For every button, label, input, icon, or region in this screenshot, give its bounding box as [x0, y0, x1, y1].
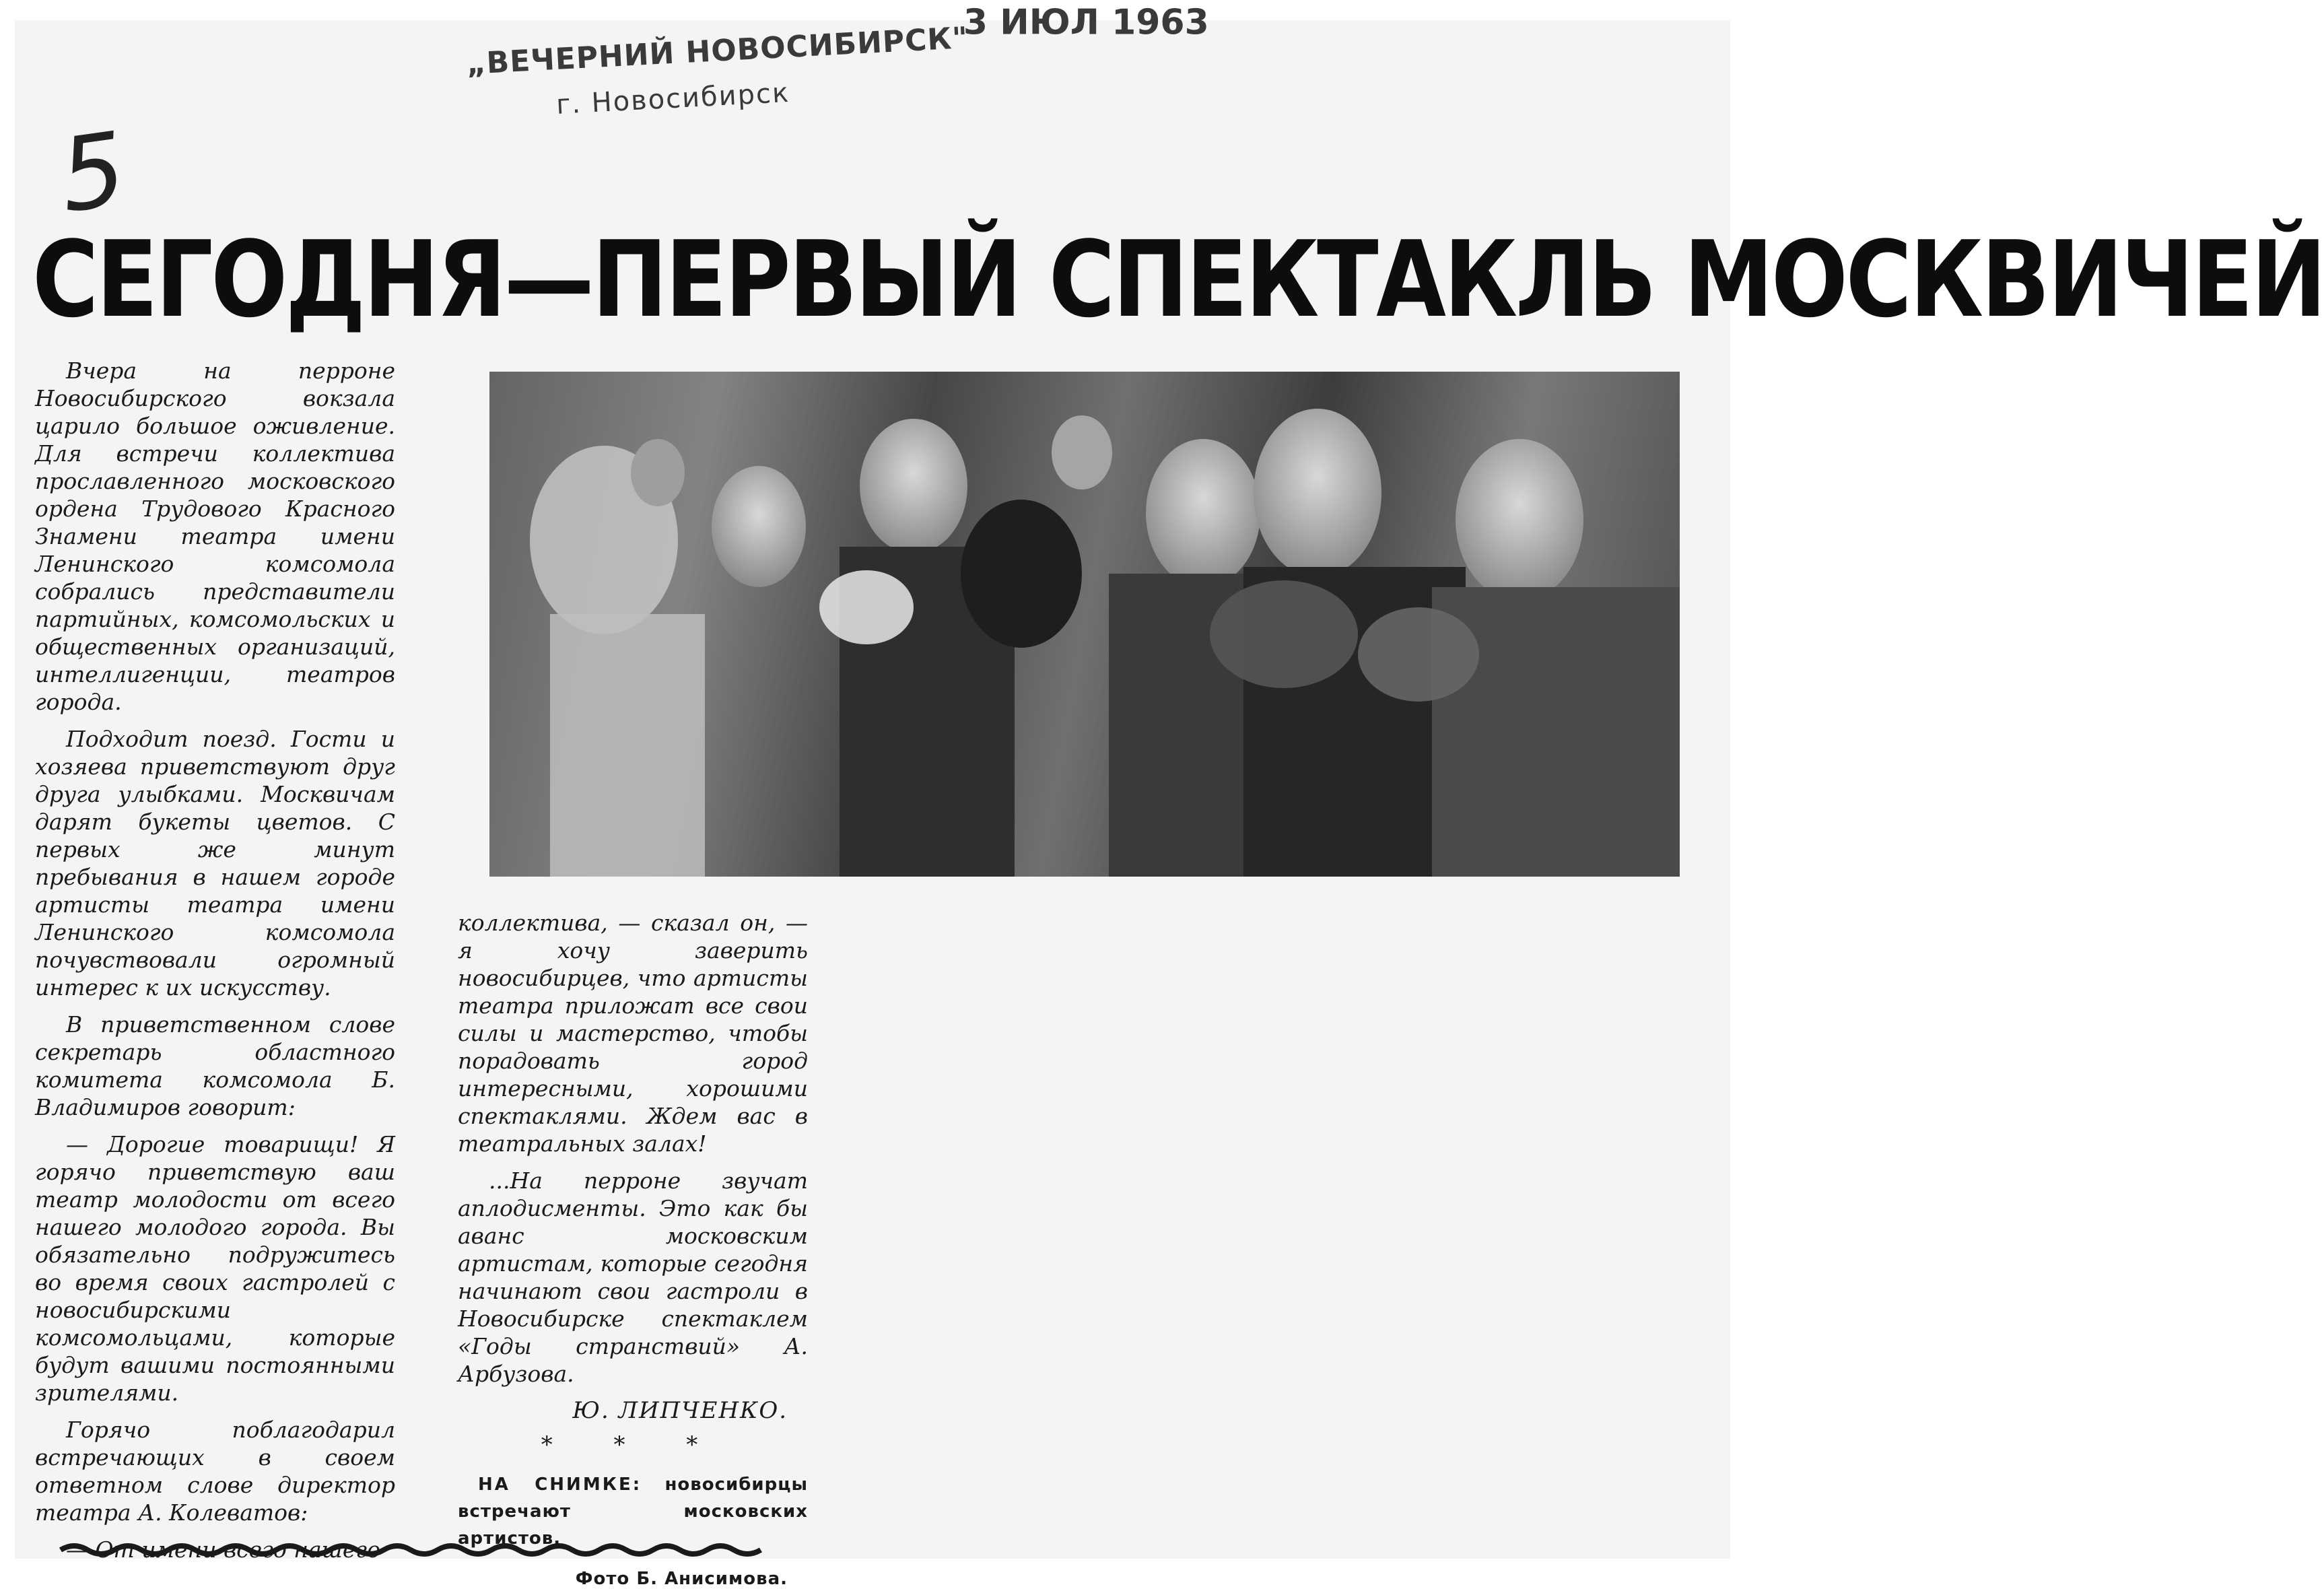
torn-edge — [61, 1542, 774, 1558]
article-left-column — [35, 357, 395, 1573]
handwritten-page-number: 5 — [53, 110, 133, 236]
paragraph: коллектива, — сказал он, — я хочу заверить новосибирцев, что артисты театра приложат все свои силы и мастерство, чтобы порадовать город интересными, хорошими спектаклями. Ждем вас в театральных залах! — [458, 910, 808, 1157]
paragraph: ...На перроне звучат аплодисменты. Это как бы аванс московским артистам, которые сегодня начинают свои гастроли в Новосибирске спектаклем «Годы странствий» А. Арбузова. — [458, 1167, 808, 1387]
photo-caption — [458, 1471, 808, 1552]
paragraph: Вчера на перроне Новосибирского вокзала царило большое оживление. Для встречи коллектива прославленного московского ордена Трудового Красного Знамени театра имени Ленинского комсомола собрались представители партийных, комсомольских и общественных организаций, интеллигенции, театров города. — [35, 358, 395, 715]
article-headline: СЕГОДНЯ—ПЕРВЫЙ СПЕКТАКЛЬ МОСКВИЧЕЙ — [32, 218, 2324, 341]
caption-text: новосибирцы встречают московских артистов. — [458, 1475, 808, 1549]
separator: * * * — [541, 1431, 725, 1458]
photo-crowd-illustration — [489, 372, 1680, 877]
caption-lead: НА СНИМКЕ: — [478, 1475, 642, 1495]
paragraph: Подходит поезд. Гости и хозяева приветствуют друг друга улыбками. Москвичам дарят букеты цветов. С первых же минут пребывания в нашем городе артисты театра имени Ленинского комсомола почувствовали огромный интерес к их искусству. — [35, 726, 395, 1001]
stamp-city: г. Новосибирск — [555, 77, 791, 121]
article-right-column — [458, 909, 808, 1593]
paragraph: В приветственном слове секретарь областного комитета комсомола Б. Владимиров говорит: — [35, 1011, 395, 1120]
stamp-date: 3 ИЮЛ 1963 — [963, 2, 1209, 43]
stamp-newspaper-name: „ВЕЧЕРНИЙ НОВОСИБИРСК" — [465, 20, 969, 81]
paragraph: Горячо поблагодарил встречающих в своем ответном слове директор театра А. Колеватов: — [35, 1417, 395, 1526]
paragraph: — От имени всего нашего — [66, 1536, 380, 1563]
paragraph: — Дорогие товарищи! Я горячо приветствую ваш театр молодости от всего нашего молодого города. Вы обязательно подружитесь во время своих гастролей с новосибирскими комсомольцами, которые будут вашими постоянными зрителями. — [35, 1131, 395, 1406]
photo-credit: Фото Б. Анисимова. — [575, 1569, 788, 1589]
article-author: Ю. ЛИПЧЕНКО. — [572, 1397, 788, 1424]
article-photo — [489, 372, 1680, 877]
